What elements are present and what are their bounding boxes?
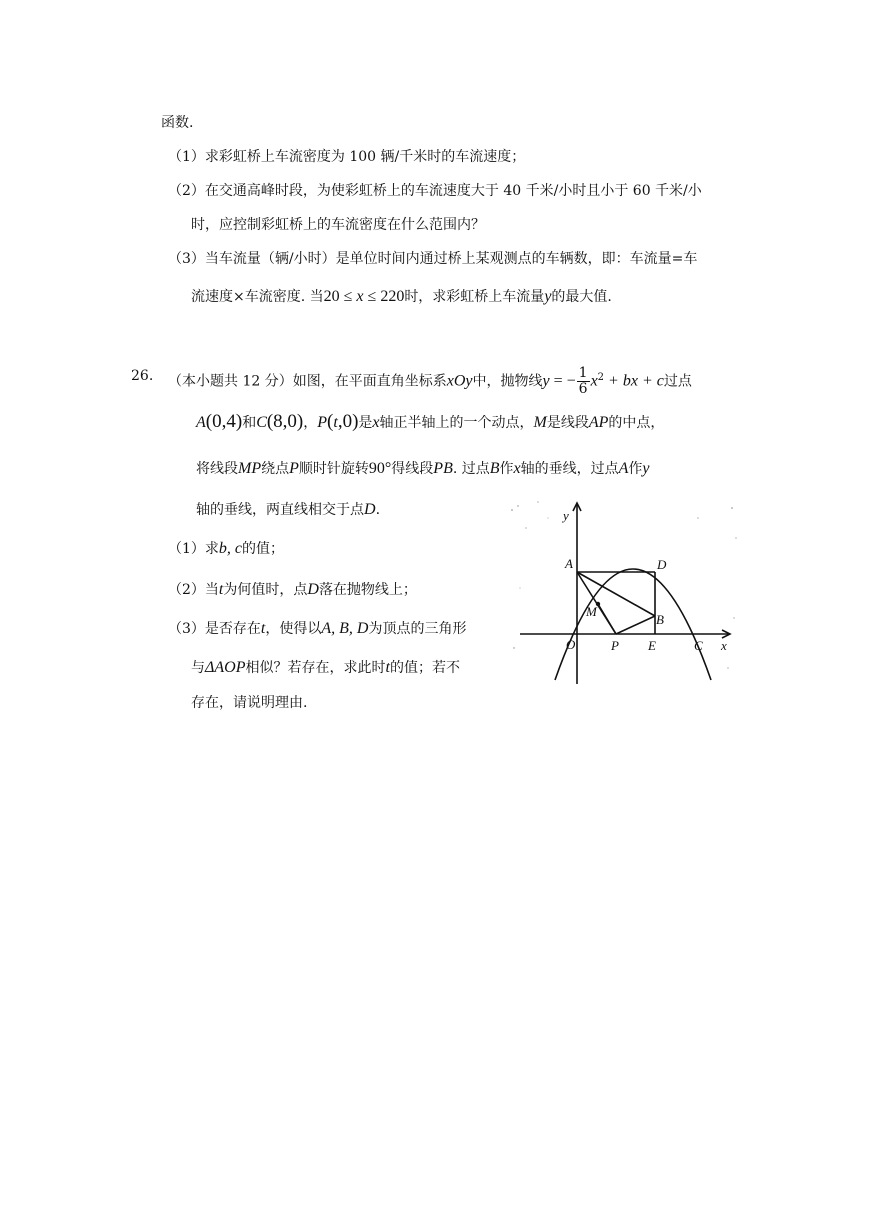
q26-line3-text-b: 绕点 <box>261 461 290 477</box>
q26-line3-text-a: 将线段 <box>196 461 238 477</box>
q26-sub3-text-c: 为顶点的三角形 <box>368 621 467 637</box>
q26-line4-text-a: 轴的垂线，两直线相交于点 <box>196 502 364 518</box>
q26-sub3-t: t <box>260 620 266 637</box>
q26-eq-exponent: 2 <box>597 371 605 383</box>
q26-sub2-t: t <box>218 581 224 598</box>
point-a-coord: (0,4) <box>205 411 243 432</box>
q26-sub3-text-e: 相似？若存在，求此时 <box>245 660 386 676</box>
label-c: C <box>694 638 703 653</box>
q26-sub2-d: D <box>307 581 319 598</box>
q26-sub2-text-a: （2）当 <box>168 582 219 598</box>
q26-sub1-text-b: 的值； <box>242 541 285 557</box>
q26-sub1-bc: b, c <box>218 540 243 557</box>
q26-fraction-den: 6 <box>578 381 588 397</box>
q25-part3-text-b: 时，求彩虹桥上车流量 <box>404 289 545 305</box>
q25-var-y: y <box>544 288 552 305</box>
q26-number: 26. <box>131 368 154 384</box>
q26-eq-x: x <box>590 372 598 390</box>
q26-and: 和 <box>242 415 257 431</box>
q25-inequality-var: x <box>356 288 364 305</box>
q26-line3-text-h: 作 <box>628 461 643 477</box>
q26-line3-text-g: 轴的垂线，过点 <box>520 461 619 477</box>
label-x: x <box>721 638 727 653</box>
point-p-t: t <box>333 414 338 431</box>
parabola-figure <box>508 498 740 686</box>
point-p-paren-open: ( <box>327 411 334 432</box>
q26-line3 <box>196 459 650 479</box>
point-p-paren-close: ,0) <box>337 411 359 432</box>
q26-line3-text-f: 作 <box>499 461 514 477</box>
parabola-curve <box>555 569 711 680</box>
q26-xoy: xOy <box>446 372 473 390</box>
label-m: M <box>586 604 597 619</box>
q26-line2-text-c: 是线段 <box>546 415 589 431</box>
q26-intro <box>168 366 692 397</box>
q26-line3-text-c: 顺时针旋转 <box>298 461 369 477</box>
q26-sub3-text-b: ，使得以 <box>265 621 322 637</box>
q26-intro-text-b: 中，抛物线 <box>472 373 543 390</box>
q26-eq-sign: = − <box>549 372 576 390</box>
segment-mp <box>598 604 616 634</box>
q26-line2-text-d: 的中点， <box>608 415 665 431</box>
label-e: E <box>648 638 656 653</box>
q25-part2-line1: （2）在交通高峰时段，为使彩虹桥上的车流速度大于 40 千米/小时且小于 60 千米/小 <box>168 183 702 199</box>
q26-line3-mp: MP <box>238 460 262 477</box>
q26-fraction <box>577 366 590 397</box>
q26-comma: ， <box>303 415 318 431</box>
q26-line3-pb: PB <box>433 460 453 477</box>
q25-part3-line2 <box>191 287 612 307</box>
point-p-label: P <box>317 414 328 431</box>
q26-line2-text-b: 轴正半轴上的一个动点， <box>379 415 534 431</box>
q26-sub3-triangle: ΔAOP <box>205 659 246 676</box>
q26-sub3-text-f: 的值；若不 <box>389 660 460 676</box>
label-y: y <box>563 508 569 523</box>
q26-sub3-line3: 存在，请说明理由. <box>191 695 308 711</box>
q25-part1: （1）求彩虹桥上车流密度为 100 辆/千米时的车流速度； <box>168 149 526 165</box>
q26-sub3-text-d: 与 <box>191 660 205 676</box>
segment-pb <box>616 616 655 634</box>
q26-sub3-t2: t <box>385 659 390 676</box>
q26-eq-y: y <box>542 372 550 390</box>
q26-line2-text-a: 是 <box>358 415 373 431</box>
q26-line3-b: B <box>489 460 500 477</box>
q26-line3-x: x <box>513 460 521 477</box>
q26-sub2-text-b: 为何值时，点 <box>223 582 308 598</box>
q26-line2 <box>196 412 664 433</box>
q25-tail: 函数. <box>161 115 194 131</box>
point-c-label: C <box>256 414 267 431</box>
label-o: O <box>566 637 576 652</box>
q26-line3-a: A <box>618 460 629 477</box>
q26-line2-m: M <box>533 414 547 431</box>
q26-line4 <box>196 500 380 520</box>
q26-sub3-text-a: （3）是否存在 <box>168 621 261 637</box>
q26-line3-text-d: 得线段 <box>391 461 434 477</box>
q26-line3-y: y <box>642 460 650 477</box>
q26-intro-text-c: 过点 <box>663 373 692 390</box>
q26-eq-rest: + bx + c <box>604 372 664 390</box>
label-a: A <box>565 556 573 571</box>
q26-sub3-line1 <box>168 619 466 639</box>
q25-part3-line1: （3）当车流量（辆/小时）是单位时间内通过桥上某观测点的车辆数，即：车流量=车 <box>168 251 698 267</box>
q26-line4-d: D <box>364 501 376 518</box>
q26-sub3-abd: A, B, D <box>321 620 369 637</box>
q26-line4-text-b: . <box>375 502 381 518</box>
scan-noise <box>511 501 736 668</box>
q26-sub2 <box>168 580 417 600</box>
q25-inequality-left: 20 ≤ <box>323 288 357 305</box>
q26-sub2-text-c: 落在抛物线上； <box>318 582 417 598</box>
q26-line3-p: P <box>289 460 299 477</box>
q25-part3-text-a: 流速度×车流密度. 当 <box>191 289 324 305</box>
q26-intro-text: （本小题共 12 分）如图，在平面直角坐标系 <box>168 373 447 390</box>
q26-fraction-num: 1 <box>578 365 588 381</box>
q26-line3-degree: 90° <box>368 460 392 477</box>
label-p: P <box>611 638 619 653</box>
point-c-coord: (8,0) <box>266 411 304 432</box>
q26-sub3-line2 <box>191 658 460 678</box>
q26-sub1 <box>168 539 284 559</box>
q26-line3-text-e: . 过点 <box>452 461 490 477</box>
q25-part3-text-c: 的最大值. <box>551 289 612 305</box>
point-a-label: A <box>196 414 206 431</box>
q26-line2-ap: AP <box>588 414 609 431</box>
label-d: D <box>657 557 667 572</box>
label-b: B <box>656 612 664 627</box>
q26-line2-x: x <box>372 414 380 431</box>
q25-part2-line2: 时，应控制彩虹桥上的车流密度在什么范围内？ <box>191 217 485 233</box>
q25-inequality-right: ≤ 220 <box>363 288 405 305</box>
q26-sub1-text-a: （1）求 <box>168 541 219 557</box>
